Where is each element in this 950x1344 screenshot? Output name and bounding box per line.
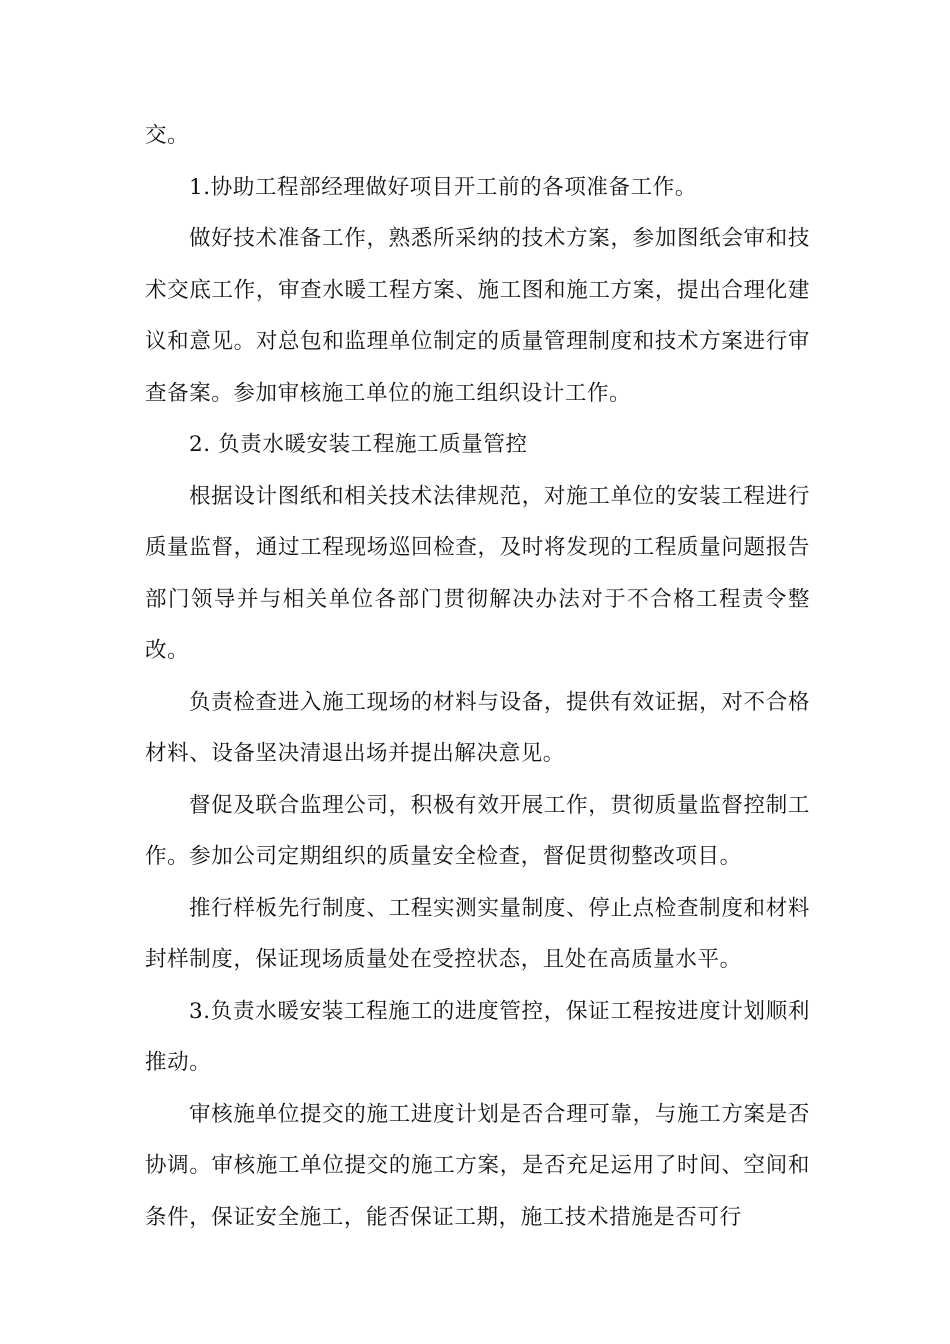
paragraph-schedule-review: 审核施单位提交的施工进度计划是否合理可靠，与施工方案是否协调。审核施工单位提交的施工方案，是否充足运用了时间、空间和条件，保证安全施工，能否保证工期，施工技术措施是否可行 [145,1101,810,1230]
paragraph-technical-preparation: 做好技术准备工作，熟悉所采纳的技术方案，参加图纸会审和技术交底工作，审查水暖工程方案、施工图和施工方案，提出合理化建议和意见。对总包和监理单位制定的质量管理制度和技术方案进行审查备案。参加审核施工单位的施工组织设计工作。 [145,226,810,406]
paragraph-heading-1: 1.协助工程部经理做好项目开工前的各项准备工作。 [189,174,697,200]
paragraph-quality-supervision: 根据设计图纸和相关技术法律规范，对施工单位的安装工程进行质量监督，通过工程现场巡回检查，及时将发现的工程质量问题报告部门领导并与相关单位各部门贯彻解决办法对于不合格工程责令整改。 [145,483,810,663]
paragraph-materials-inspection: 负责检查进入施工现场的材料与设备，提供有效证据，对不合格材料、设备坚决清退出场并提出解决意见。 [145,689,810,766]
paragraph-continuation: 交。 [145,123,190,148]
document-body [145,110,810,1243]
paragraph-sample-system: 推行样板先行制度、工程实测实量制度、停止点检查制度和材料封样制度，保证现场质量处在受控状态，且处在高质量水平。 [145,895,810,972]
paragraph-heading-3: 3.负责水暖安装工程施工的进度管控，保证工程按进度计划顺利推动。 [145,998,810,1075]
paragraph-heading-2: 2. 负责水暖安装工程施工质量管控 [189,432,528,457]
paragraph-supervision-cooperation: 督促及联合监理公司，积极有效开展工作，贯彻质量监督控制工作。参加公司定期组织的质量安全检查，督促贯彻整改项目。 [145,792,810,869]
